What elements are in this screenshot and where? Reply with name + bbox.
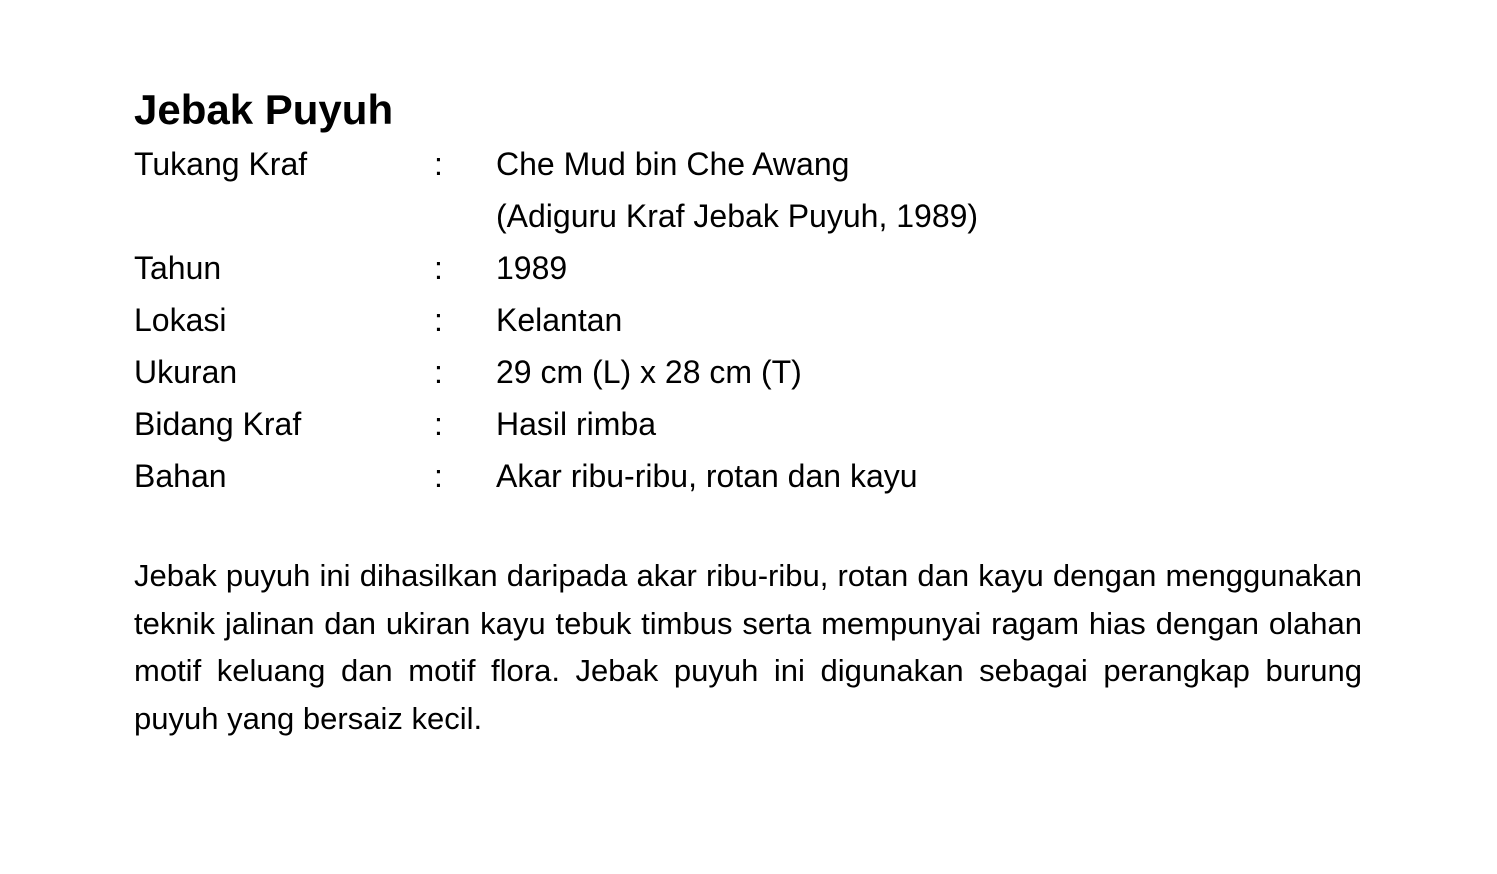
detail-label: Tukang Kraf <box>134 146 308 182</box>
detail-row-tukang-kraf <box>134 138 1362 190</box>
detail-row-bahan <box>134 450 1362 502</box>
detail-label: Tahun <box>134 250 222 286</box>
document-page <box>134 84 1362 742</box>
detail-value: Akar ribu-ribu, rotan dan kayu <box>496 458 918 494</box>
detail-label: Lokasi <box>134 302 227 338</box>
detail-value: Kelantan <box>496 302 623 338</box>
detail-colon: : <box>434 354 443 390</box>
page-title: Jebak Puyuh <box>134 86 394 133</box>
detail-row-tukang-kraf-continuation <box>134 190 1362 242</box>
description-paragraph: Jebak puyuh ini dihasilkan daripada akar ribu-ribu, rotan dan kayu dengan menggunakan teknik jalinan dan ukiran kayu tebuk timbus serta mempunyai ragam hias dengan olahan motif keluang dan motif flora. Jebak puyuh ini digunakan sebagai perangkap burung puyuh yang bersaiz kecil. <box>134 558 1362 736</box>
detail-label <box>134 190 434 242</box>
detail-colon: : <box>434 250 443 286</box>
detail-row-tahun <box>134 242 1362 294</box>
detail-value: Hasil rimba <box>496 406 657 442</box>
detail-row-bidang-kraf <box>134 398 1362 450</box>
detail-value: (Adiguru Kraf Jebak Puyuh, 1989) <box>496 198 979 234</box>
detail-value: 29 cm (L) x 28 cm (T) <box>496 354 802 390</box>
details-list <box>134 138 1362 502</box>
detail-label: Ukuran <box>134 354 238 390</box>
detail-colon: : <box>434 406 443 442</box>
detail-colon: : <box>434 146 443 182</box>
detail-colon: : <box>434 458 443 494</box>
detail-value: 1989 <box>496 250 568 286</box>
detail-colon: : <box>434 302 443 338</box>
detail-value: Che Mud bin Che Awang <box>496 146 850 182</box>
detail-row-ukuran <box>134 346 1362 398</box>
detail-colon <box>434 190 496 242</box>
detail-row-lokasi <box>134 294 1362 346</box>
detail-label: Bidang Kraf <box>134 406 302 442</box>
detail-label: Bahan <box>134 458 227 494</box>
